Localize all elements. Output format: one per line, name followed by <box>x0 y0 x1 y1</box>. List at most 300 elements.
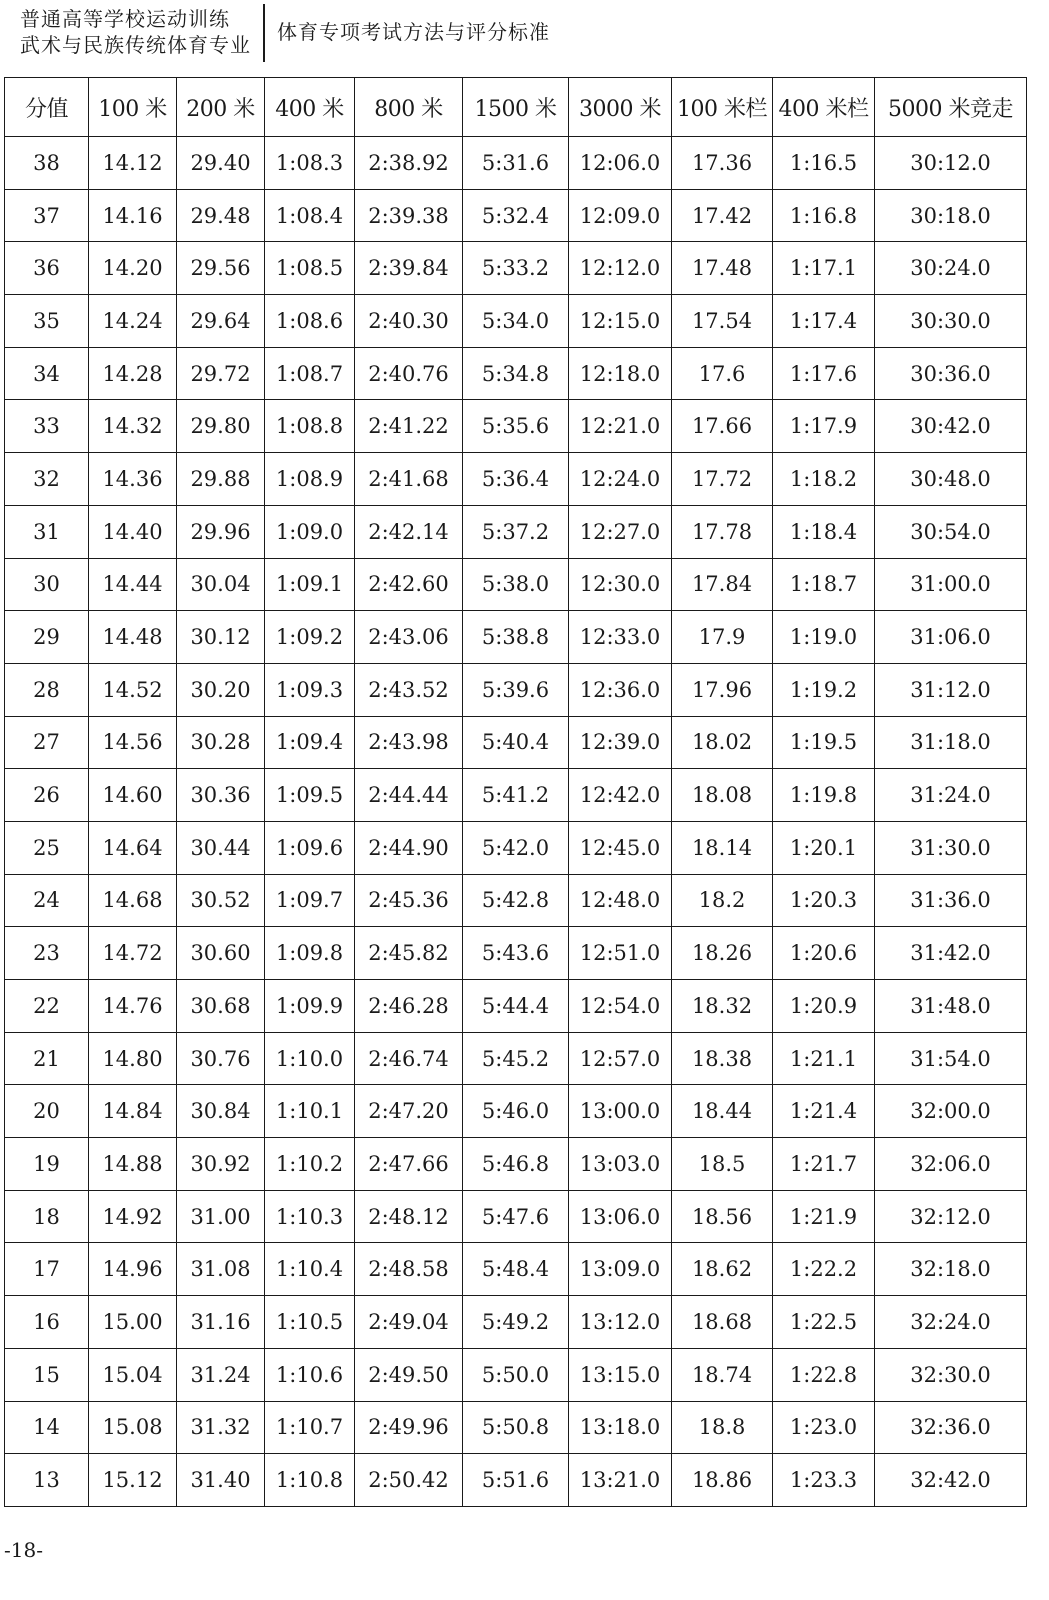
table-cell: 31.00 <box>177 1190 265 1243</box>
table-cell: 14.24 <box>89 295 177 348</box>
table-row <box>5 400 1027 453</box>
table-row <box>5 189 1027 242</box>
column-header: 200 米 <box>177 78 265 137</box>
table-cell: 1:09.8 <box>265 927 355 980</box>
table-cell: 1:10.8 <box>265 1454 355 1507</box>
table-cell: 14.84 <box>89 1085 177 1138</box>
table-row <box>5 1401 1027 1454</box>
table-cell: 1:22.2 <box>773 1243 875 1296</box>
table-cell: 2:40.76 <box>355 347 463 400</box>
table-cell: 1:08.8 <box>265 400 355 453</box>
table-cell: 5:33.2 <box>463 242 569 295</box>
table-cell: 13:21.0 <box>569 1454 672 1507</box>
table-cell: 2:43.52 <box>355 663 463 716</box>
table-cell: 5:47.6 <box>463 1190 569 1243</box>
table-cell: 35 <box>5 295 89 348</box>
table-cell: 12:24.0 <box>569 453 672 506</box>
table-row <box>5 927 1027 980</box>
page-number: -18- <box>4 1538 43 1562</box>
header-right-title: 体育专项考试方法与评分标准 <box>277 20 550 44</box>
table-cell: 30:24.0 <box>875 242 1027 295</box>
table-cell: 32:24.0 <box>875 1296 1027 1349</box>
table-cell: 30.44 <box>177 821 265 874</box>
table-cell: 5:42.0 <box>463 821 569 874</box>
table-cell: 30.52 <box>177 874 265 927</box>
table-cell: 31.32 <box>177 1401 265 1454</box>
table-cell: 1:08.7 <box>265 347 355 400</box>
table-cell: 12:42.0 <box>569 769 672 822</box>
header-left <box>20 2 263 62</box>
table-cell: 1:10.7 <box>265 1401 355 1454</box>
table-cell: 31:18.0 <box>875 716 1027 769</box>
table-cell: 2:42.60 <box>355 558 463 611</box>
table-cell: 29.48 <box>177 189 265 242</box>
table-cell: 14.28 <box>89 347 177 400</box>
table-cell: 36 <box>5 242 89 295</box>
table-row <box>5 874 1027 927</box>
table-cell: 1:18.7 <box>773 558 875 611</box>
table-cell: 30.36 <box>177 769 265 822</box>
table-cell: 12:06.0 <box>569 137 672 190</box>
table-cell: 14.76 <box>89 980 177 1033</box>
table-cell: 5:40.4 <box>463 716 569 769</box>
table-cell: 1:22.8 <box>773 1348 875 1401</box>
table-cell: 1:10.4 <box>265 1243 355 1296</box>
table-cell: 2:48.12 <box>355 1190 463 1243</box>
table-cell: 1:09.3 <box>265 663 355 716</box>
table-cell: 19 <box>5 1138 89 1191</box>
table-cell: 1:20.9 <box>773 980 875 1033</box>
table-cell: 31:24.0 <box>875 769 1027 822</box>
table-cell: 2:40.30 <box>355 295 463 348</box>
table-cell: 1:09.1 <box>265 558 355 611</box>
table-row <box>5 1454 1027 1507</box>
column-header: 400 米 <box>265 78 355 137</box>
table-cell: 30:48.0 <box>875 453 1027 506</box>
table-cell: 2:41.22 <box>355 400 463 453</box>
table-cell: 12:36.0 <box>569 663 672 716</box>
table-row <box>5 1296 1027 1349</box>
table-cell: 1:19.0 <box>773 611 875 664</box>
table-cell: 29.56 <box>177 242 265 295</box>
table-cell: 12:12.0 <box>569 242 672 295</box>
table-cell: 1:09.4 <box>265 716 355 769</box>
table-cell: 16 <box>5 1296 89 1349</box>
table-cell: 14 <box>5 1401 89 1454</box>
table-cell: 1:10.1 <box>265 1085 355 1138</box>
table-cell: 30:30.0 <box>875 295 1027 348</box>
table-row <box>5 558 1027 611</box>
table-cell: 14.68 <box>89 874 177 927</box>
table-row <box>5 1085 1027 1138</box>
score-table <box>4 77 1027 1507</box>
table-cell: 14.60 <box>89 769 177 822</box>
column-header: 1500 米 <box>463 78 569 137</box>
table-cell: 14.96 <box>89 1243 177 1296</box>
table-cell: 1:18.4 <box>773 505 875 558</box>
table-cell: 1:17.4 <box>773 295 875 348</box>
table-cell: 1:21.9 <box>773 1190 875 1243</box>
table-cell: 1:17.6 <box>773 347 875 400</box>
table-cell: 13:06.0 <box>569 1190 672 1243</box>
table-cell: 14.16 <box>89 189 177 242</box>
table-cell: 20 <box>5 1085 89 1138</box>
table-cell: 1:09.9 <box>265 980 355 1033</box>
table-cell: 12:39.0 <box>569 716 672 769</box>
table-row <box>5 769 1027 822</box>
table-cell: 31 <box>5 505 89 558</box>
table-cell: 17.48 <box>672 242 773 295</box>
table-cell: 2:39.84 <box>355 242 463 295</box>
column-header: 100 米栏 <box>672 78 773 137</box>
table-cell: 18.44 <box>672 1085 773 1138</box>
table-cell: 28 <box>5 663 89 716</box>
table-cell: 18.26 <box>672 927 773 980</box>
table-row <box>5 611 1027 664</box>
table-cell: 1:18.2 <box>773 453 875 506</box>
table-cell: 15.04 <box>89 1348 177 1401</box>
table-cell: 13:00.0 <box>569 1085 672 1138</box>
table-cell: 18.32 <box>672 980 773 1033</box>
table-cell: 1:08.5 <box>265 242 355 295</box>
table-cell: 2:43.98 <box>355 716 463 769</box>
table-cell: 12:33.0 <box>569 611 672 664</box>
table-cell: 37 <box>5 189 89 242</box>
table-row <box>5 453 1027 506</box>
table-cell: 17.96 <box>672 663 773 716</box>
table-cell: 14.72 <box>89 927 177 980</box>
table-cell: 30.68 <box>177 980 265 1033</box>
table-cell: 2:49.04 <box>355 1296 463 1349</box>
table-cell: 5:46.0 <box>463 1085 569 1138</box>
table-cell: 30.76 <box>177 1032 265 1085</box>
table-cell: 31.16 <box>177 1296 265 1349</box>
table-cell: 14.32 <box>89 400 177 453</box>
column-header: 800 米 <box>355 78 463 137</box>
table-cell: 1:19.2 <box>773 663 875 716</box>
table-cell: 30:18.0 <box>875 189 1027 242</box>
table-cell: 13:15.0 <box>569 1348 672 1401</box>
table-cell: 14.64 <box>89 821 177 874</box>
table-cell: 31:48.0 <box>875 980 1027 1033</box>
table-cell: 17.78 <box>672 505 773 558</box>
column-header: 分值 <box>5 78 89 137</box>
table-cell: 22 <box>5 980 89 1033</box>
table-row <box>5 821 1027 874</box>
table-cell: 1:08.6 <box>265 295 355 348</box>
table-cell: 1:08.4 <box>265 189 355 242</box>
table-cell: 30.92 <box>177 1138 265 1191</box>
table-cell: 31:12.0 <box>875 663 1027 716</box>
table-cell: 30.12 <box>177 611 265 664</box>
table-cell: 1:17.1 <box>773 242 875 295</box>
table-cell: 32:30.0 <box>875 1348 1027 1401</box>
table-cell: 29.64 <box>177 295 265 348</box>
table-cell: 33 <box>5 400 89 453</box>
table-cell: 30.04 <box>177 558 265 611</box>
table-cell: 5:38.8 <box>463 611 569 664</box>
table-cell: 5:32.4 <box>463 189 569 242</box>
table-cell: 18 <box>5 1190 89 1243</box>
table-cell: 12:45.0 <box>569 821 672 874</box>
table-cell: 1:17.9 <box>773 400 875 453</box>
table-cell: 31.08 <box>177 1243 265 1296</box>
table-cell: 2:38.92 <box>355 137 463 190</box>
table-cell: 13:12.0 <box>569 1296 672 1349</box>
table-cell: 2:44.44 <box>355 769 463 822</box>
table-row <box>5 980 1027 1033</box>
table-cell: 17.6 <box>672 347 773 400</box>
table-cell: 17.54 <box>672 295 773 348</box>
table-cell: 14.92 <box>89 1190 177 1243</box>
table-cell: 30:12.0 <box>875 137 1027 190</box>
table-cell: 18.08 <box>672 769 773 822</box>
table-cell: 1:10.5 <box>265 1296 355 1349</box>
table-cell: 2:41.68 <box>355 453 463 506</box>
table-cell: 14.12 <box>89 137 177 190</box>
table-cell: 1:23.0 <box>773 1401 875 1454</box>
column-header: 400 米栏 <box>773 78 875 137</box>
table-cell: 14.40 <box>89 505 177 558</box>
table-cell: 21 <box>5 1032 89 1085</box>
table-cell: 5:50.0 <box>463 1348 569 1401</box>
table-cell: 14.56 <box>89 716 177 769</box>
table-cell: 12:21.0 <box>569 400 672 453</box>
table-cell: 34 <box>5 347 89 400</box>
column-header: 5000 米竞走 <box>875 78 1027 137</box>
table-cell: 31:42.0 <box>875 927 1027 980</box>
table-cell: 5:34.0 <box>463 295 569 348</box>
table-cell: 30:42.0 <box>875 400 1027 453</box>
table-cell: 5:41.2 <box>463 769 569 822</box>
table-cell: 1:21.4 <box>773 1085 875 1138</box>
table-cell: 1:16.8 <box>773 189 875 242</box>
table-row <box>5 1032 1027 1085</box>
table-cell: 14.36 <box>89 453 177 506</box>
table-cell: 30.20 <box>177 663 265 716</box>
table-cell: 18.38 <box>672 1032 773 1085</box>
table-cell: 12:27.0 <box>569 505 672 558</box>
table-cell: 17.42 <box>672 189 773 242</box>
table-cell: 1:20.1 <box>773 821 875 874</box>
table-cell: 13:03.0 <box>569 1138 672 1191</box>
table-cell: 2:47.20 <box>355 1085 463 1138</box>
table-cell: 29.80 <box>177 400 265 453</box>
table-cell: 14.80 <box>89 1032 177 1085</box>
table-cell: 2:49.50 <box>355 1348 463 1401</box>
table-cell: 17.36 <box>672 137 773 190</box>
table-cell: 5:35.6 <box>463 400 569 453</box>
table-cell: 24 <box>5 874 89 927</box>
table-cell: 2:45.36 <box>355 874 463 927</box>
table-cell: 32:36.0 <box>875 1401 1027 1454</box>
page-header <box>20 2 550 62</box>
table-cell: 1:10.2 <box>265 1138 355 1191</box>
table-cell: 15.00 <box>89 1296 177 1349</box>
table-cell: 32:18.0 <box>875 1243 1027 1296</box>
table-cell: 32:12.0 <box>875 1190 1027 1243</box>
table-cell: 18.02 <box>672 716 773 769</box>
table-cell: 18.56 <box>672 1190 773 1243</box>
table-cell: 2:46.74 <box>355 1032 463 1085</box>
table-cell: 5:50.8 <box>463 1401 569 1454</box>
table-cell: 1:09.7 <box>265 874 355 927</box>
table-cell: 31:00.0 <box>875 558 1027 611</box>
table-cell: 1:21.7 <box>773 1138 875 1191</box>
table-cell: 2:46.28 <box>355 980 463 1033</box>
table-cell: 1:21.1 <box>773 1032 875 1085</box>
table-cell: 12:57.0 <box>569 1032 672 1085</box>
table-row <box>5 505 1027 558</box>
column-header: 100 米 <box>89 78 177 137</box>
header-left-line1: 普通高等学校运动训练 <box>20 7 230 31</box>
table-cell: 14.88 <box>89 1138 177 1191</box>
table-cell: 31.24 <box>177 1348 265 1401</box>
table-cell: 5:36.4 <box>463 453 569 506</box>
table-cell: 30.84 <box>177 1085 265 1138</box>
table-cell: 30 <box>5 558 89 611</box>
table-cell: 5:31.6 <box>463 137 569 190</box>
table-cell: 13:09.0 <box>569 1243 672 1296</box>
table-cell: 1:09.5 <box>265 769 355 822</box>
table-cell: 5:42.8 <box>463 874 569 927</box>
table-cell: 1:19.5 <box>773 716 875 769</box>
table-cell: 17.9 <box>672 611 773 664</box>
table-cell: 13:18.0 <box>569 1401 672 1454</box>
table-cell: 1:08.3 <box>265 137 355 190</box>
table-cell: 5:44.4 <box>463 980 569 1033</box>
table-cell: 30.28 <box>177 716 265 769</box>
table-cell: 5:45.2 <box>463 1032 569 1085</box>
table-cell: 1:22.5 <box>773 1296 875 1349</box>
table-row <box>5 295 1027 348</box>
table-cell: 18.68 <box>672 1296 773 1349</box>
table-cell: 1:20.6 <box>773 927 875 980</box>
table-cell: 31:36.0 <box>875 874 1027 927</box>
table-cell: 18.2 <box>672 874 773 927</box>
table-cell: 14.44 <box>89 558 177 611</box>
table-cell: 5:51.6 <box>463 1454 569 1507</box>
table-cell: 14.20 <box>89 242 177 295</box>
table-cell: 31:06.0 <box>875 611 1027 664</box>
table-cell: 31.40 <box>177 1454 265 1507</box>
table-row <box>5 242 1027 295</box>
table-cell: 2:43.06 <box>355 611 463 664</box>
table-cell: 12:54.0 <box>569 980 672 1033</box>
table-row <box>5 1348 1027 1401</box>
table-cell: 32:06.0 <box>875 1138 1027 1191</box>
table-cell: 1:20.3 <box>773 874 875 927</box>
table-cell: 38 <box>5 137 89 190</box>
table-cell: 12:30.0 <box>569 558 672 611</box>
table-cell: 1:09.6 <box>265 821 355 874</box>
table-cell: 18.74 <box>672 1348 773 1401</box>
table-cell: 12:51.0 <box>569 927 672 980</box>
table-cell: 17.66 <box>672 400 773 453</box>
table-cell: 5:37.2 <box>463 505 569 558</box>
table-cell: 26 <box>5 769 89 822</box>
table-cell: 32:00.0 <box>875 1085 1027 1138</box>
table-cell: 15.08 <box>89 1401 177 1454</box>
table-cell: 27 <box>5 716 89 769</box>
table-cell: 1:10.0 <box>265 1032 355 1085</box>
table-header-row <box>5 78 1027 137</box>
table-cell: 5:34.8 <box>463 347 569 400</box>
table-cell: 2:45.82 <box>355 927 463 980</box>
table-row <box>5 1190 1027 1243</box>
table-cell: 23 <box>5 927 89 980</box>
table-row <box>5 1138 1027 1191</box>
table-cell: 1:10.6 <box>265 1348 355 1401</box>
table-row <box>5 1243 1027 1296</box>
table-cell: 2:47.66 <box>355 1138 463 1191</box>
table-cell: 1:16.5 <box>773 137 875 190</box>
table-cell: 5:49.2 <box>463 1296 569 1349</box>
table-cell: 12:48.0 <box>569 874 672 927</box>
table-cell: 2:49.96 <box>355 1401 463 1454</box>
table-cell: 25 <box>5 821 89 874</box>
table-cell: 1:23.3 <box>773 1454 875 1507</box>
table-cell: 18.62 <box>672 1243 773 1296</box>
header-left-line2: 武术与民族传统体育专业 <box>20 33 251 57</box>
table-cell: 13 <box>5 1454 89 1507</box>
table-cell: 17.84 <box>672 558 773 611</box>
table-cell: 1:19.8 <box>773 769 875 822</box>
table-cell: 31:30.0 <box>875 821 1027 874</box>
table-body <box>5 137 1027 1507</box>
table-cell: 30:54.0 <box>875 505 1027 558</box>
table-cell: 12:09.0 <box>569 189 672 242</box>
table-cell: 12:15.0 <box>569 295 672 348</box>
table-cell: 31:54.0 <box>875 1032 1027 1085</box>
table-cell: 30.60 <box>177 927 265 980</box>
table-cell: 5:38.0 <box>463 558 569 611</box>
table-cell: 18.8 <box>672 1401 773 1454</box>
table-cell: 5:46.8 <box>463 1138 569 1191</box>
table-cell: 12:18.0 <box>569 347 672 400</box>
table-cell: 29.72 <box>177 347 265 400</box>
table-cell: 18.86 <box>672 1454 773 1507</box>
table-row <box>5 716 1027 769</box>
table-cell: 2:44.90 <box>355 821 463 874</box>
table-cell: 1:09.2 <box>265 611 355 664</box>
table-cell: 14.48 <box>89 611 177 664</box>
table-cell: 2:48.58 <box>355 1243 463 1296</box>
table-cell: 17.72 <box>672 453 773 506</box>
table-cell: 2:42.14 <box>355 505 463 558</box>
table-row <box>5 137 1027 190</box>
table-cell: 5:43.6 <box>463 927 569 980</box>
table-cell: 5:39.6 <box>463 663 569 716</box>
table-cell: 17 <box>5 1243 89 1296</box>
table-row <box>5 347 1027 400</box>
table-cell: 2:39.38 <box>355 189 463 242</box>
table-cell: 14.52 <box>89 663 177 716</box>
table-cell: 15.12 <box>89 1454 177 1507</box>
table-cell: 1:10.3 <box>265 1190 355 1243</box>
table-cell: 2:50.42 <box>355 1454 463 1507</box>
table-cell: 29.40 <box>177 137 265 190</box>
table-cell: 5:48.4 <box>463 1243 569 1296</box>
table-cell: 32 <box>5 453 89 506</box>
table-cell: 29 <box>5 611 89 664</box>
table-cell: 29.88 <box>177 453 265 506</box>
table-cell: 32:42.0 <box>875 1454 1027 1507</box>
column-header: 3000 米 <box>569 78 672 137</box>
table-cell: 29.96 <box>177 505 265 558</box>
table-row <box>5 663 1027 716</box>
table-cell: 15 <box>5 1348 89 1401</box>
